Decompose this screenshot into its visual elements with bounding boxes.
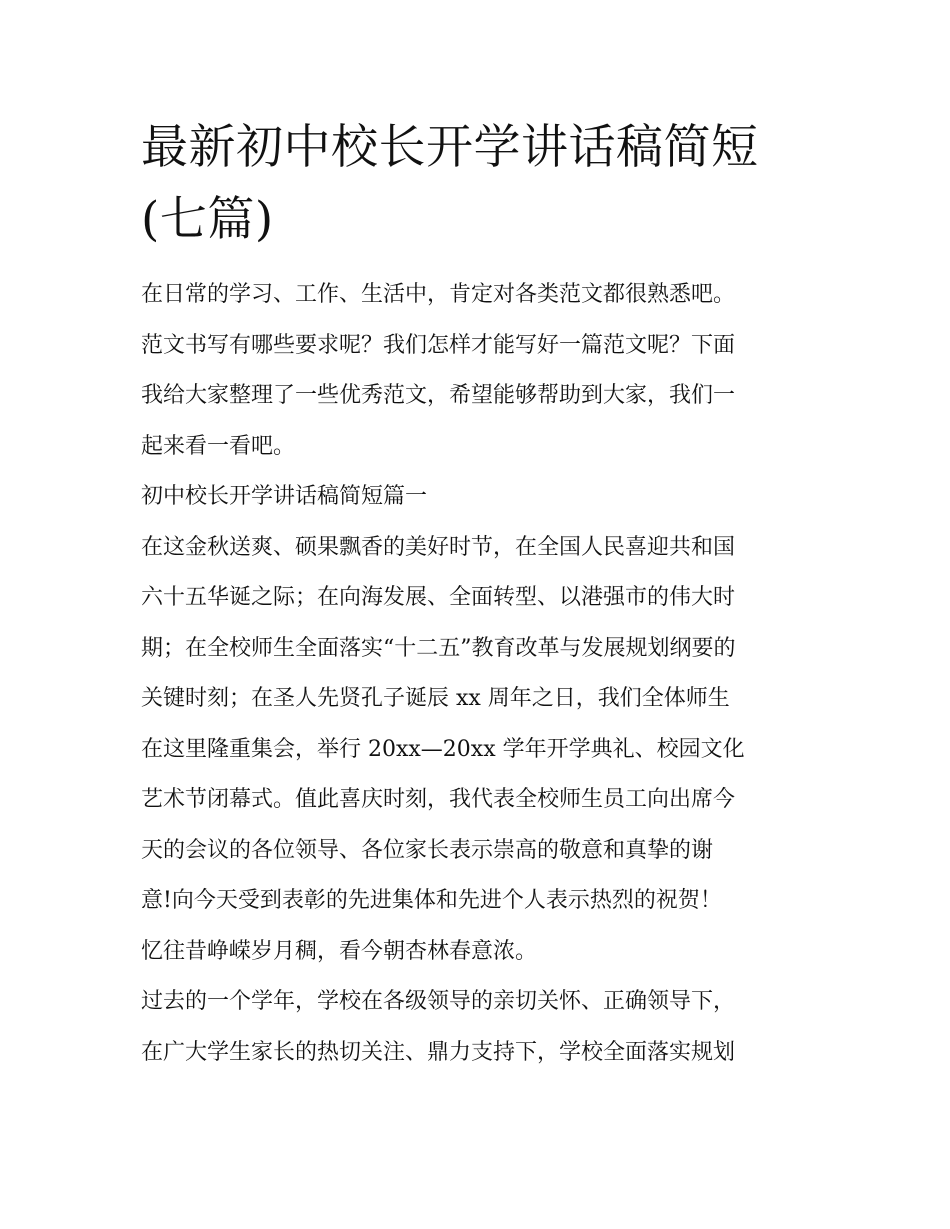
document-title: 最新初中校长开学讲话稿简短 (七篇) <box>141 120 759 247</box>
paragraph-opening: 在这金秋送爽、硕果飘香的美好时节，在全国人民喜迎共和国 六十五华诞之际；在向海发展、全面转型、以港强市的伟大时 期；在全校师生全面落实“十二五”教育改革与发展规划纲要的 关键时刻；在圣人先贤孔子诞辰 xx 周年之日，我们全体师生 在这里隆重集会，举行 20xx—20xx 学年开学典礼、校园文化 艺术节闭幕式。值此喜庆时刻，我代表全校师生员工向出席今 天的会议的各位领导、各位家长表示崇高的敬意和真挚的谢 意!向今天受到表彰的先进集体和先进个人表示热烈的祝贺！ <box>141 534 745 913</box>
paragraph-intro: 在日常的学习、工作、生活中，肯定对各类范文都很熟悉吧。 范文书写有哪些要求呢？我们怎样才能写好一篇范文呢？下面 我给大家整理了一些优秀范文，希望能够帮助到大家，我们一 起来看一看吧。 <box>141 282 736 459</box>
paragraph-past-year: 过去的一个学年，学校在各级领导的亲切关怀、正确领导下， 在广大学生家长的热切关注、鼎力支持下，学校全面落实规划 <box>141 989 736 1065</box>
document-body <box>141 270 831 1078</box>
document-content <box>141 112 831 1078</box>
paragraph-verse: 忆往昔峥嵘岁月稠，看今朝杏林春意浓。 <box>141 938 538 964</box>
section-heading: 初中校长开学讲话稿简短篇一 <box>141 484 428 509</box>
